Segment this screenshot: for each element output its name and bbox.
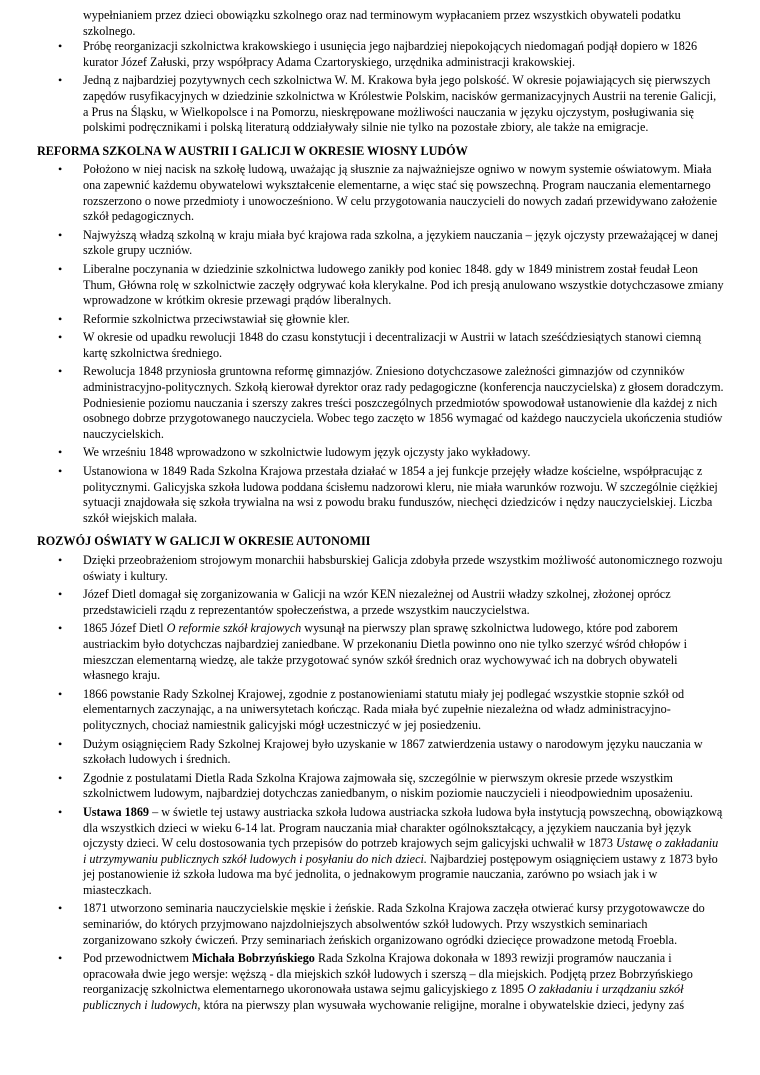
- list-item-text: , która na pierwszy plan wysuwała wychowanie religijne, moralne i obywatelskie dzieci, jedyny zaś: [197, 998, 685, 1013]
- list-item-text: Jedną z najbardziej pozytywnych cech szkolnictwa W. M. Krakowa była jego polskość. W okresie pojawiających się pierwszych zapędów rusyfikacyjnych w dziedzinie szkolnictwa w Królestwie Polskim, nacisków germanizacyjnych Austrii na terenie Galicji, a Prus na Śląsku, w Wielkopolsce i na Pomorzu, nieskrępowane możliwości nauczania w języku ojczystym, posługiwania się polskimi podręcznikami i polską literaturą oddziaływały silnie nie tylko na pozostałe zbiory, ale także na emigracje.: [83, 73, 717, 135]
- section-heading-reforma: REFORMA SZKOLNA W AUSTRII I GALICJI W OKRESIE WIOSNY LUDÓW: [37, 143, 468, 158]
- list-item: [37, 951, 760, 1013]
- bullet-icon: •: [58, 951, 63, 966]
- list-item-text: Pod przewodnictwem: [83, 951, 192, 966]
- bullet-icon: •: [58, 39, 63, 54]
- bullet-icon: •: [58, 736, 63, 751]
- list-item: [37, 330, 760, 361]
- list-item: [37, 621, 760, 683]
- bullet-icon: •: [58, 686, 63, 701]
- list-item: [37, 228, 760, 259]
- list-item: [37, 162, 760, 224]
- list-item-text: We wrześniu 1848 wprowadzono w szkolnictwie ludowym język ojczysty jako wykładowy.: [83, 445, 531, 460]
- bullet-icon: •: [58, 162, 63, 177]
- list-item-text: Zgodnie z postulatami Dietla Rada Szkolna Krajowa zajmowała się, szczególnie w pierwszym okresie przede wszystkim szkolnictwem ludowym, najbardziej dotychczas zaniedbanym, o niskim poziomie nauczycieli i nieodpowiednim uposażeniu.: [83, 770, 693, 801]
- bullet-icon: •: [58, 770, 63, 785]
- list-item: [37, 445, 760, 461]
- section-rozwoj-bullet-list: [37, 553, 760, 1014]
- bullet-icon: •: [58, 621, 63, 636]
- list-item: [37, 805, 760, 899]
- list-item-text: Dużym osiągnięciem Rady Szkolnej Krajowej było uzyskanie w 1867 zatwierdzenia ustawy o narodowym języku nauczania w szkołach ludowych i średnich.: [83, 736, 703, 767]
- list-item: [37, 73, 760, 135]
- bullet-icon: •: [58, 364, 63, 379]
- book-title-italic: O reformie szkół krajowych: [166, 621, 302, 636]
- bullet-icon: •: [58, 261, 63, 276]
- intro-continuation-paragraph: wypełnianiem przez dzieci obowiązku szkolnego oraz nad terminowym wypłacaniem przez wszystkich obywateli podatku szkolnego.: [83, 8, 681, 38]
- list-item-text: Liberalne poczynania w dziedzinie szkolnictwa ludowego zanikły pod koniec 1848. gdy w 1849 ministrem został feudał Leon Thum, Główna rolę w szkolnictwie zaczęły odgrywać koła klerykalne. Pod ich presją anulowano wszystkie dotychczasowe zmiany wprowadzone w krótkim okresie przewagi prądów liberalnych.: [83, 261, 724, 308]
- list-item: [37, 312, 760, 328]
- section-reforma-bullet-list: [37, 162, 760, 526]
- list-item-text: Reformie szkolnictwa przeciwstawiał się głownie kler.: [83, 311, 350, 326]
- list-item: [37, 901, 760, 948]
- section-heading-rozwoj: ROZWÓJ OŚWIATY W GALICJI W OKRESIE AUTONOMII: [37, 534, 371, 549]
- list-item: [37, 39, 760, 70]
- list-item: [37, 262, 760, 309]
- list-item-text: Najbardziej postępowym osiągnięciem ustawy z 1873 było jej postanowienie iż szkoła ludowa ma być jednolita, o jednakowym programie nauczania, zarówno po wsiach jak i w miasteczkach.: [83, 851, 718, 897]
- intro-bullet-list: [37, 39, 760, 136]
- list-item-text: W okresie od upadku rewolucji 1848 do czasu konstytucji i decentralizacji w Austrii w latach sześćdziesiątych stanowi ciemną kartę szkolnictwa średniego.: [83, 330, 702, 360]
- list-item-text: wysunął na pierwszy plan sprawę szkolnictwa ludowego, które pod zaborem austriackim było dotychczas najbardziej zaniedbane. W przekonaniu Dietla powinno ono nie tylko szerzyć wśród chłopów i mieszczan elementarną wiedzę, ale także przygotować synów szkół średnich oraz wychowywać ich na dobrych obywateli własnego kraju.: [83, 621, 687, 683]
- list-item-text: Najwyższą władzą szkolną w kraju miała być krajowa rada szkolna, a językiem nauczania – język ojczysty przeważającej w danej szkole grupy uczniów.: [83, 227, 719, 258]
- bullet-icon: •: [58, 227, 63, 242]
- bullet-icon: •: [58, 73, 63, 88]
- bullet-icon: •: [58, 553, 63, 567]
- law-title-bold: Ustawa 1869: [83, 804, 150, 819]
- list-item-text: Ustanowiona w 1849 Rada Szkolna Krajowa przestała działać w 1854 a jej funkcje przejęły władze kościelne, współpracując z politycznymi. Galicyjska szkoła ludowa poddana ścisłemu nadzorowi kleru, nie miała warunków rozwoju. W szczególnie ciężkiej sytuacji znajdowała się szkoła trywialna na wsi z powodu braku funduszów, niechęci dziedziców i nędzy nauczycielskiej. Liczba szkół wiejskich malała.: [83, 464, 718, 525]
- person-name-bold: Michała Bobrzyńskiego: [192, 951, 315, 966]
- list-item: [37, 553, 760, 584]
- law-title-italic: O zakładaniu i urządzaniu szkół publicznych i ludowych: [83, 982, 684, 1013]
- list-item-text: 1866 powstanie Rady Szkolnej Krajowej, zgodnie z postanowieniami statutu miały jej podlegać wszystkie stopnie szkół od elementarnych zaczynając, a na uniwersytetach kończąc. Rada miała być zupełnie niezależna od władz administracyjno-politycznych, chociaż namiestnik galicyjski mógł uczestniczyć w jej posiedzeniu.: [83, 686, 685, 732]
- list-item-text: Położono w niej nacisk na szkołę ludową, uważając ją słusznie za najważniejsze ogniwo w nowym systemie oświatowym. Miała ona zapewnić każdemu obywatelowi wykształcenie elementarne, a więc stać się powszechną. Program nauczania elementarnego rozszerzono o nowe przedmioty i unowocześniono. W celu przygotowania nauczycieli do nowych zadań przewidywano założenie szkół pedagogicznych.: [83, 162, 718, 224]
- list-item-text: Próbę reorganizacji szkolnictwa krakowskiego i usunięcia jego najbardziej niepokojących niedomagań podjął dopiero w 1826 kurator Józef Załuski, przy współpracy Adama Czartoryskiego, urzędnika administracji krakowskiej.: [83, 39, 698, 69]
- bullet-icon: •: [58, 587, 63, 602]
- list-item-text: Dzięki przeobrażeniom strojowym monarchii habsburskiej Galicja zdobyła przede wszystkim możliwość autonomicznego rozwoju oświaty i kultury.: [83, 553, 723, 583]
- bullet-icon: •: [58, 311, 63, 326]
- bullet-icon: •: [58, 901, 63, 916]
- bullet-icon: •: [58, 330, 63, 345]
- list-item: [37, 771, 760, 802]
- bullet-icon: •: [58, 445, 63, 460]
- bullet-icon: •: [58, 464, 63, 479]
- list-item: [37, 587, 760, 618]
- list-item: [37, 464, 760, 526]
- list-item-text: Rewolucja 1848 przyniosła gruntowna reformę gimnazjów. Zniesiono dotychczasowe zależności gimnazjów od czynników administracyjno-politycznych. Szkołą kierował dyrektor oraz rady pedagogiczne (konferencja nauczycielska) z głosem doradczym. Podniesienie poziomu nauczania i szerszy zakres treści poszczególnych przedmiotów spowodował ustanowienie dla każdej z nich osobnego dobrze przygotowanego nauczyciela. Wobec tego zaczęto w 1856 wymagać od każdego nauczyciela ukończenia studiów nauczycielskich.: [83, 364, 724, 441]
- list-item-text: Józef Dietl domagał się zorganizowania w Galicji na wzór KEN niezależnej od Austrii władzy szkolnej, złożonej oprócz przedstawicieli rządu z reprezentantów społeczeństwa, a przede wszystkim nauczycielstwa.: [83, 587, 671, 617]
- bullet-icon: •: [58, 804, 63, 819]
- list-item-text: Rada Szkolna Krajowa dokonała w 1893 rewizji programów nauczania i opracowała dwie jego wersje: węższą - dla miejskich szkół ludowych i szerszą – dla miejskich. Podjętą przez Bobrzyńskiego reorganizację szkolnictwa elementarnego ukoronowała ustawa sejmu galicyjskiego z 1895: [83, 951, 693, 997]
- list-item-text: 1865 Józef Dietl: [83, 621, 167, 636]
- list-item: [37, 687, 760, 734]
- list-item-text: – w świetle tej ustawy austriacka szkoła ludowa austriacka szkoła ludowa była instytucją powszechną, obowiązkową dla wszystkich dzieci w wieku 6-14 lat. Program nauczania miał charakter ogólnokształcący, a językiem nauczania był język ojczysty dzieci. W celu dostosowania tych przepisów do potrzeb krajowych sejm galicyjski uchwalił w 1873: [83, 804, 723, 851]
- list-item: [37, 737, 760, 768]
- list-item-text: 1871 utworzono seminaria nauczycielskie męskie i żeńskie. Rada Szkolna Krajowa zaczęła otwierać kursy przygotowawcze do seminariów, do których przyjmowano najzdolniejszych absolwentów szkół ludowych. Przy wszystkich seminariach zorganizowano szkoły ćwiczeń. Przy seminariach żeńskich organizowano ogródki dziecięce prowadzone metodą Froebla.: [83, 901, 705, 947]
- law-title-italic: Ustawę o zakładaniu i utrzymywaniu publicznych szkół ludowych i posyłaniu do nich dzieci.: [83, 836, 719, 866]
- list-item: [37, 364, 760, 442]
